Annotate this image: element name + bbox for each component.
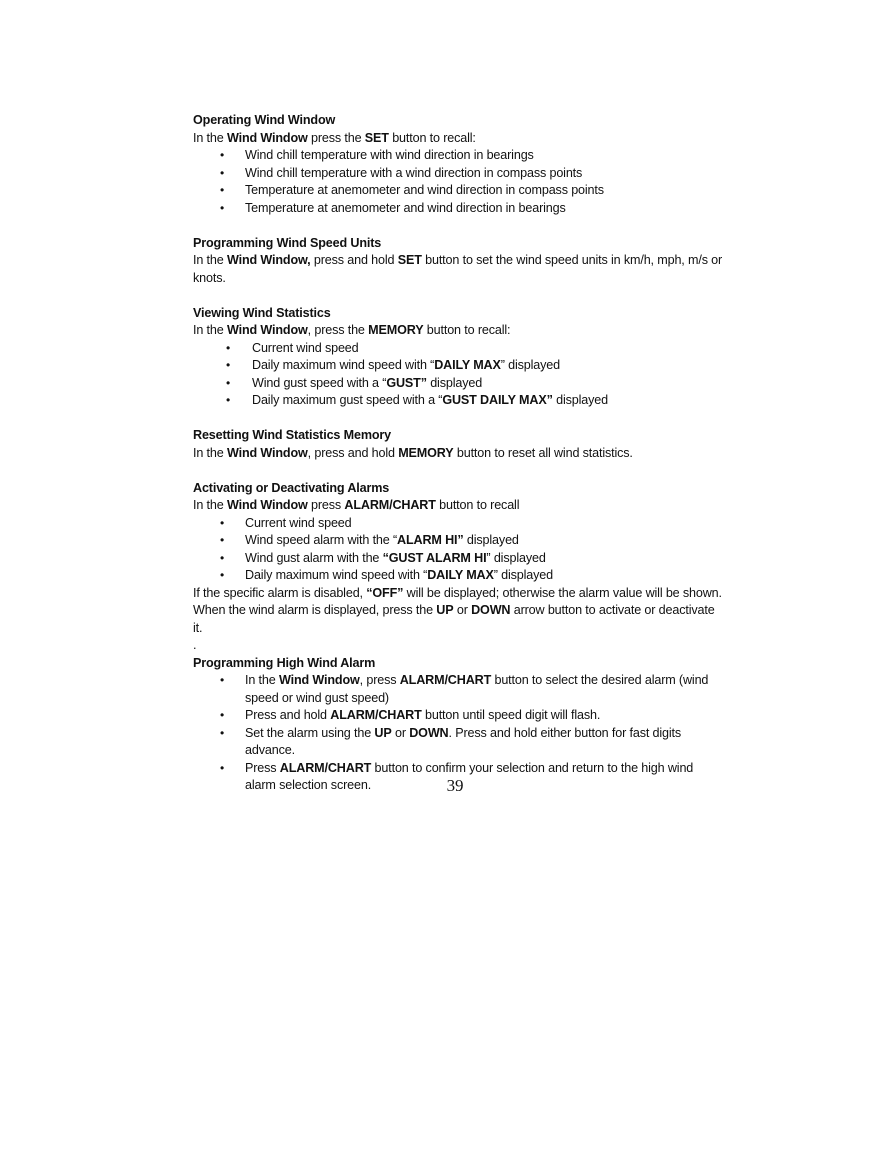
bullet-icon: •	[220, 533, 225, 547]
text-run: , press and hold	[307, 445, 399, 460]
bold-text: DOWN	[409, 725, 449, 740]
text-run: Wind speed alarm with the “	[245, 533, 398, 547]
text-run: press the	[307, 130, 365, 145]
list-item-text	[245, 516, 352, 530]
bullet-icon: •	[220, 708, 225, 722]
bold-text: “GUST ALARM HI	[382, 550, 487, 565]
list-item-text	[245, 183, 604, 197]
list-item	[193, 532, 723, 550]
list-item	[193, 375, 723, 393]
text-run: ” displayed	[500, 358, 561, 372]
section-intro	[193, 322, 723, 340]
bold-text: Wind Window,	[226, 253, 311, 267]
text-run: button to recall:	[388, 130, 476, 145]
text-run: displayed	[552, 393, 608, 407]
text-run: Wind gust speed with a “	[252, 375, 387, 390]
text-run: Current wind speed	[252, 340, 359, 355]
text-run: In the	[193, 130, 227, 145]
bullet-icon: •	[220, 673, 225, 687]
bold-text: DAILY MAX	[434, 358, 501, 372]
list-item-text	[245, 166, 582, 180]
section-resetting-wind-statistics	[193, 427, 723, 462]
alarm-toggle-note	[193, 602, 723, 637]
text-run: displayed	[463, 533, 519, 547]
bold-text: GUST”	[386, 375, 427, 390]
bold-text: MEMORY	[368, 323, 424, 337]
list-item-text	[252, 376, 482, 390]
list-item	[193, 672, 723, 707]
list-item-text	[245, 551, 546, 565]
bullet-icon: •	[220, 200, 225, 215]
text-run: button to recall	[435, 498, 520, 512]
section-intro	[193, 130, 723, 148]
text-run: In the	[193, 323, 227, 337]
list-item-text	[252, 393, 608, 407]
bullet-list	[193, 515, 723, 585]
bold-text: Wind Window	[226, 445, 308, 460]
section-heading: Programming High Wind Alarm	[193, 655, 376, 670]
section-intro	[193, 252, 723, 287]
list-item	[193, 165, 723, 183]
bold-text: Wind Window	[226, 323, 308, 337]
list-item-text	[252, 341, 359, 355]
text-run: press	[307, 498, 345, 512]
section-heading: Viewing Wind Statistics	[193, 305, 331, 320]
bullet-icon: •	[226, 375, 231, 390]
list-item	[193, 567, 723, 585]
list-item-text	[245, 201, 566, 215]
bullet-icon: •	[220, 725, 225, 740]
bold-text: ALARM/CHART	[344, 498, 436, 512]
section-heading: Programming Wind Speed Units	[193, 235, 382, 250]
text-run: , press	[359, 673, 400, 687]
bold-text: Wind Window	[226, 130, 308, 145]
text-run: In the	[193, 445, 227, 460]
text-run: ” displayed	[493, 568, 554, 582]
text-run: button to confirm your selection and return to the high wind alarm selection screen.	[245, 760, 694, 792]
text-run: Daily maximum wind speed with “	[245, 568, 428, 582]
bold-text: UP	[374, 725, 392, 740]
text-run: Wind chill temperature with wind direction in bearings	[245, 148, 534, 162]
bullet-icon: •	[226, 340, 231, 355]
bullet-icon: •	[220, 568, 225, 582]
section-viewing-wind-statistics	[193, 305, 723, 410]
bullet-icon: •	[220, 550, 225, 565]
section-operating-wind-window	[193, 112, 723, 217]
bullet-icon: •	[226, 393, 231, 407]
bold-text: ALARM/CHART	[330, 708, 422, 722]
text-run: arrow button to activate or deactivate it.	[193, 603, 715, 635]
bold-text: ALARM HI”	[397, 533, 464, 547]
list-item-text	[245, 726, 681, 758]
bold-text: DAILY MAX	[427, 568, 494, 582]
text-run: . Press and hold either button for fast digits advance.	[245, 725, 682, 757]
text-run: If the specific alarm is disabled,	[193, 585, 367, 600]
bold-text: ALARM/CHART	[399, 673, 492, 687]
bullet-list	[193, 147, 723, 217]
text-run: button to recall:	[423, 323, 511, 337]
text-run: Temperature at anemometer and wind direction in bearings	[245, 200, 566, 215]
stray-period: .	[193, 638, 197, 652]
text-run: Press	[245, 760, 280, 775]
bold-text: ALARM/CHART	[279, 760, 372, 775]
bold-text: DOWN	[471, 603, 511, 617]
bullet-icon: •	[226, 358, 231, 372]
list-item	[193, 340, 723, 358]
section-intro	[193, 445, 723, 463]
list-item	[193, 515, 723, 533]
text-run: In the	[193, 498, 227, 512]
text-run: displayed	[426, 375, 483, 390]
bold-text: “OFF”	[366, 585, 404, 600]
text-run: Daily maximum gust speed with a “	[252, 393, 443, 407]
list-item-text	[245, 533, 519, 547]
section-heading: Activating or Deactivating Alarms	[193, 480, 390, 495]
list-item-text	[245, 568, 553, 582]
list-item	[193, 725, 723, 760]
text-run: ” displayed	[486, 550, 546, 565]
text-run: Press and hold	[245, 708, 331, 722]
list-item	[193, 392, 723, 410]
bold-text: SET	[364, 130, 389, 145]
bullet-icon: •	[220, 515, 225, 530]
bold-text: Wind Window	[278, 673, 360, 687]
section-programming-high-wind-alarm	[193, 655, 723, 795]
list-item	[193, 550, 723, 568]
bullet-icon: •	[220, 165, 225, 180]
page-number: 39	[446, 776, 464, 795]
text-run: When the wind alarm is displayed, press the	[193, 603, 437, 617]
list-item-text	[252, 358, 560, 372]
section-activating-alarms	[193, 480, 723, 655]
list-item-text	[245, 673, 708, 705]
text-run: In the	[245, 673, 279, 687]
text-run: press and hold	[310, 253, 398, 267]
list-item	[193, 707, 723, 725]
bold-text: UP	[436, 603, 454, 617]
text-run: Current wind speed	[245, 515, 352, 530]
list-item-text	[245, 708, 600, 722]
bullet-list	[193, 340, 723, 410]
alarm-disabled-note	[193, 585, 723, 603]
list-item	[193, 357, 723, 375]
text-run: Temperature at anemometer and wind direction in compass points	[245, 183, 604, 197]
section-heading: Operating Wind Window	[193, 113, 336, 127]
text-run: will be displayed; otherwise the alarm value will be shown.	[403, 585, 722, 600]
list-item	[193, 200, 723, 218]
list-item	[193, 147, 723, 165]
list-item-text	[245, 148, 534, 162]
bullet-icon: •	[220, 760, 225, 775]
bold-text: Wind Window	[226, 498, 308, 512]
bullet-icon: •	[220, 148, 225, 162]
text-run: Wind gust alarm with the	[245, 550, 383, 565]
page-content	[193, 112, 723, 795]
section-intro	[193, 497, 723, 515]
text-run: button to reset all wind statistics.	[453, 445, 633, 460]
bold-text: MEMORY	[398, 445, 454, 460]
text-run: Daily maximum wind speed with “	[252, 358, 435, 372]
bullet-icon: •	[220, 183, 225, 197]
text-run: In the	[193, 253, 227, 267]
bold-text: GUST DAILY MAX”	[442, 393, 553, 407]
section-heading: Resetting Wind Statistics Memory	[193, 428, 392, 442]
text-run: or	[391, 725, 410, 740]
text-run: button to select the desired alarm (wind speed or wind gust speed)	[245, 673, 709, 705]
text-run: or	[453, 603, 472, 617]
text-run: Set the alarm using the	[245, 725, 375, 740]
text-run: button to set the wind speed units in km/h, mph, m/s or knots.	[193, 253, 723, 285]
list-item	[193, 182, 723, 200]
text-run: button until speed digit will flash.	[421, 708, 601, 722]
text-run: Wind chill temperature with a wind direction in compass points	[245, 165, 583, 180]
section-programming-wind-speed-units	[193, 235, 723, 288]
bold-text: SET	[397, 253, 422, 267]
text-run: , press the	[307, 323, 369, 337]
